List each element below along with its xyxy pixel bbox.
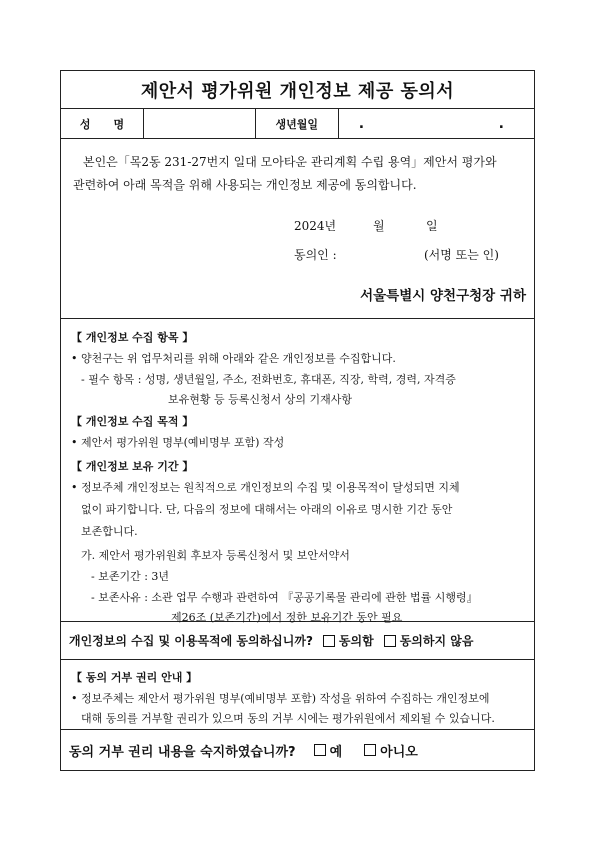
consent-question	[61, 622, 534, 660]
consent-line-2: 관련하여 아래 목적을 위해 사용되는 개인정보 제공에 동의합니다.	[73, 178, 417, 192]
name-field[interactable]	[144, 109, 256, 138]
agree-label: 동의함	[338, 634, 374, 648]
refusal-notice	[61, 660, 534, 730]
items-header: 【 개인정보 수집 항목 】	[71, 331, 194, 344]
refusal-line-2: 대해 동의를 거부할 권리가 있으며 동의 거부 시에는 평가위원에서 제외될 수 있습니다.	[81, 712, 495, 725]
form-title: 제안서 평가위원 개인정보 제공 동의서	[61, 71, 534, 109]
acknowledge-question	[61, 730, 534, 770]
info-row	[61, 109, 534, 139]
disagree-checkbox[interactable]	[384, 635, 396, 647]
items-required-1: - 필수 항목 : 성명, 생년월일, 주소, 전화번호, 휴대폰, 직장, 학력, 경력, 자격증	[81, 373, 456, 386]
date-month: 월	[373, 219, 385, 233]
purpose-line: • 제안서 평가위원 명부(예비명부 포함) 작성	[71, 436, 285, 449]
signature-hint: (서명 또는 인)	[424, 248, 499, 262]
purpose-header: 【 개인정보 수집 목적 】	[71, 415, 194, 428]
period-sub-item: 가. 제안서 평가위원회 후보자 등록신청서 및 보안서약서	[81, 549, 350, 562]
consent-statement	[61, 139, 534, 319]
refusal-line-1: • 정보주체는 제안서 평가위원 명부(예비명부 포함) 작성을 위하여 수집하는 개인정보에	[71, 692, 490, 705]
period-line-1: • 정보주체 개인정보는 원칙적으로 개인정보의 수집 및 이용목적이 달성되면 지체	[71, 481, 460, 494]
acknowledge-question-text: 동의 거부 권리 내용을 숙지하였습니까?	[69, 744, 296, 760]
items-line: • 양천구는 위 업무처리를 위해 아래와 같은 개인정보를 수집합니다.	[71, 352, 396, 365]
items-required-2: 보유현황 등 등록신청서 상의 기재사항	[168, 393, 353, 406]
consent-line-1: 본인은「목2동 231-27번지 일대 모아타운 관리계획 수립 용역」제안서 평가와	[83, 155, 497, 169]
refusal-header: 【 동의 거부 권리 안내 】	[71, 671, 198, 684]
keep-period: - 보존기간 : 3년	[91, 570, 170, 583]
authority-recipient: 서울특별시 양천구청장 귀하	[360, 288, 526, 304]
date-year: 2024년	[294, 219, 337, 233]
no-label: 아니오	[380, 744, 418, 760]
consent-form	[60, 70, 535, 771]
disagree-label: 동의하지 않음	[399, 634, 474, 648]
keep-reason-2: 제26조 (보존기간)에서 정한 보유기간 동안 필요	[171, 611, 403, 624]
yes-label: 예	[329, 744, 343, 760]
name-label: 성 명	[61, 109, 144, 138]
birth-label: 생년월일	[256, 109, 339, 138]
keep-reason-1: - 보존사유 : 소관 업무 수행과 관련하여 『공공기록물 관리에 관한 법률 시행령』	[91, 591, 478, 604]
period-line-2: 없이 파기합니다. 단, 다음의 정보에 대해서는 아래의 이유로 명시한 기간 동안	[81, 503, 453, 516]
signer-label: 동의인 :	[294, 248, 337, 262]
privacy-details	[61, 319, 534, 622]
yes-checkbox[interactable]	[314, 744, 326, 756]
agree-checkbox[interactable]	[323, 635, 335, 647]
date-day: 일	[426, 219, 438, 233]
period-line-3: 보존합니다.	[81, 525, 138, 538]
no-checkbox[interactable]	[364, 744, 376, 756]
period-header: 【 개인정보 보유 기간 】	[71, 460, 194, 473]
birth-field[interactable]: . .	[358, 115, 534, 132]
consent-question-text: 개인정보의 수집 및 이용목적에 동의하십니까?	[69, 634, 313, 648]
